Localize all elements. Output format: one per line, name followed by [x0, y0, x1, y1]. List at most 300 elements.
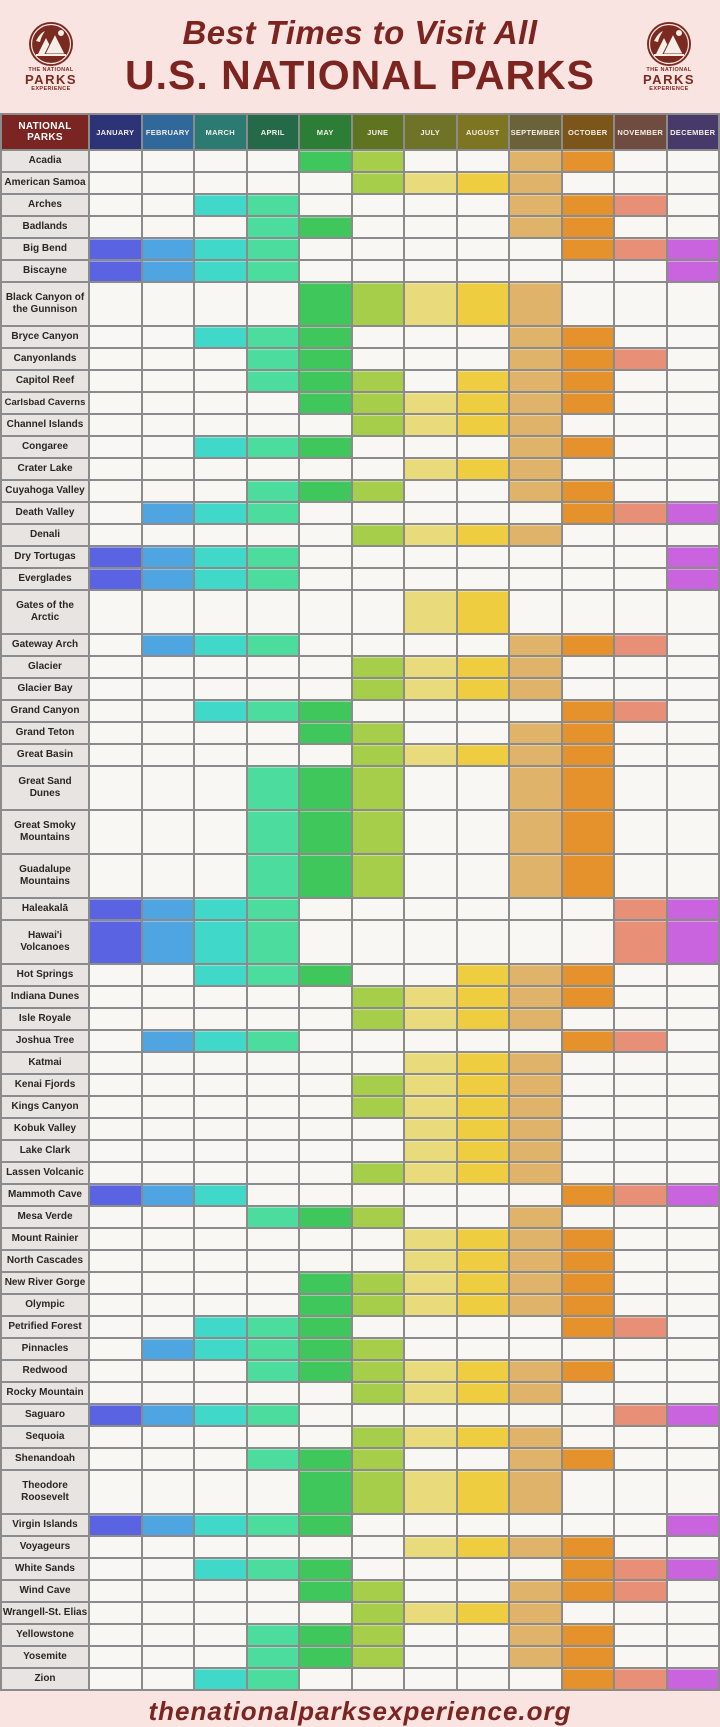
- month-cell: [405, 1009, 456, 1029]
- month-header-april: APRIL: [248, 115, 299, 149]
- month-cell: [353, 855, 404, 897]
- month-header-february: FEBRUARY: [143, 115, 194, 149]
- month-cell: [143, 679, 194, 699]
- month-cell: [248, 1647, 299, 1667]
- month-cell: [510, 1075, 561, 1095]
- month-cell: [353, 1031, 404, 1051]
- month-cell: [615, 393, 666, 413]
- month-cell: [510, 1141, 561, 1161]
- park-label: Crater Lake: [2, 459, 88, 479]
- park-label: Arches: [2, 195, 88, 215]
- month-cell: [615, 1515, 666, 1535]
- month-cell: [668, 921, 719, 963]
- month-cell: [458, 481, 509, 501]
- month-cell: [143, 239, 194, 259]
- month-cell: [615, 855, 666, 897]
- month-cell: [248, 767, 299, 809]
- month-cell: [563, 1317, 614, 1337]
- month-cell: [195, 1031, 246, 1051]
- month-cell: [353, 1515, 404, 1535]
- month-cell: [90, 151, 141, 171]
- month-cell: [90, 569, 141, 589]
- month-cell: [143, 1273, 194, 1293]
- month-cell: [300, 701, 351, 721]
- month-cell: [195, 1009, 246, 1029]
- month-cell: [563, 1339, 614, 1359]
- month-cell: [563, 987, 614, 1007]
- month-cell: [668, 1537, 719, 1557]
- month-cell: [195, 1471, 246, 1513]
- park-label: Mount Rainier: [2, 1229, 88, 1249]
- park-label: Lake Clark: [2, 1141, 88, 1161]
- month-cell: [353, 1141, 404, 1161]
- month-cell: [615, 1647, 666, 1667]
- month-cell: [615, 1427, 666, 1447]
- month-cell: [458, 899, 509, 919]
- month-cell: [615, 239, 666, 259]
- month-cell: [563, 1031, 614, 1051]
- month-cell: [563, 1537, 614, 1557]
- month-cell: [195, 503, 246, 523]
- month-cell: [563, 1603, 614, 1623]
- logo-text-parks: PARKS: [642, 72, 696, 87]
- month-cell: [143, 151, 194, 171]
- month-cell: [300, 1251, 351, 1271]
- month-cell: [563, 1625, 614, 1645]
- month-cell: [458, 1163, 509, 1183]
- month-cell: [458, 1031, 509, 1051]
- month-cell: [563, 1449, 614, 1469]
- title-line-1: Best Times to Visit All: [182, 13, 538, 51]
- month-cell: [353, 987, 404, 1007]
- month-cell: [248, 701, 299, 721]
- park-label: Mesa Verde: [2, 1207, 88, 1227]
- month-cell: [195, 855, 246, 897]
- month-cell: [510, 1427, 561, 1447]
- month-cell: [143, 1581, 194, 1601]
- month-cell: [353, 701, 404, 721]
- month-cell: [458, 679, 509, 699]
- month-cell: [405, 547, 456, 567]
- month-cell: [143, 283, 194, 325]
- month-cell: [615, 1625, 666, 1645]
- logo-text-experience: EXPERIENCE: [31, 86, 71, 92]
- month-cell: [615, 723, 666, 743]
- month-cell: [510, 415, 561, 435]
- month-cell: [143, 1603, 194, 1623]
- park-label: Shenandoah: [2, 1449, 88, 1469]
- month-cell: [143, 723, 194, 743]
- month-cell: [668, 767, 719, 809]
- month-cell: [353, 283, 404, 325]
- month-cell: [300, 1559, 351, 1579]
- month-cell: [405, 1471, 456, 1513]
- month-cell: [300, 481, 351, 501]
- month-cell: [195, 569, 246, 589]
- month-cell: [510, 899, 561, 919]
- park-label: Denali: [2, 525, 88, 545]
- month-cell: [195, 635, 246, 655]
- month-cell: [195, 1647, 246, 1667]
- month-cell: [248, 723, 299, 743]
- park-label: Sequoia: [2, 1427, 88, 1447]
- park-label: Great Sand Dunes: [2, 767, 88, 809]
- month-cell: [510, 371, 561, 391]
- month-cell: [615, 217, 666, 237]
- month-cell: [143, 1427, 194, 1447]
- month-cell: [143, 481, 194, 501]
- month-cell: [195, 965, 246, 985]
- month-cell: [563, 437, 614, 457]
- month-cell: [90, 1295, 141, 1315]
- month-cell: [143, 811, 194, 853]
- month-cell: [300, 855, 351, 897]
- park-label: White Sands: [2, 1559, 88, 1579]
- month-cell: [615, 767, 666, 809]
- month-cell: [143, 1053, 194, 1073]
- month-cell: [300, 987, 351, 1007]
- month-cell: [300, 1581, 351, 1601]
- month-cell: [143, 195, 194, 215]
- month-cell: [300, 547, 351, 567]
- month-cell: [195, 349, 246, 369]
- month-cell: [510, 195, 561, 215]
- month-cell: [300, 1515, 351, 1535]
- month-cell: [458, 1229, 509, 1249]
- month-cell: [615, 1537, 666, 1557]
- month-cell: [90, 1339, 141, 1359]
- month-cell: [300, 283, 351, 325]
- month-cell: [510, 1361, 561, 1381]
- month-cell: [195, 217, 246, 237]
- month-cell: [668, 393, 719, 413]
- park-label: Bryce Canyon: [2, 327, 88, 347]
- park-label: Indiana Dunes: [2, 987, 88, 1007]
- month-cell: [458, 569, 509, 589]
- month-cell: [510, 349, 561, 369]
- park-label: Glacier Bay: [2, 679, 88, 699]
- month-cell: [668, 1185, 719, 1205]
- month-cell: [668, 1141, 719, 1161]
- month-cell: [90, 591, 141, 633]
- month-cell: [248, 503, 299, 523]
- month-cell: [90, 745, 141, 765]
- month-cell: [143, 547, 194, 567]
- month-cell: [615, 1251, 666, 1271]
- month-cell: [615, 481, 666, 501]
- month-cell: [195, 1515, 246, 1535]
- month-cell: [300, 503, 351, 523]
- month-cell: [195, 899, 246, 919]
- month-cell: [615, 173, 666, 193]
- month-header-june: JUNE: [353, 115, 404, 149]
- month-cell: [510, 723, 561, 743]
- month-cell: [668, 1075, 719, 1095]
- month-cell: [563, 525, 614, 545]
- month-cell: [668, 481, 719, 501]
- month-cell: [195, 239, 246, 259]
- month-cell: [563, 569, 614, 589]
- month-cell: [458, 1119, 509, 1139]
- month-cell: [143, 1317, 194, 1337]
- month-cell: [300, 899, 351, 919]
- month-cell: [353, 393, 404, 413]
- month-cell: [90, 1009, 141, 1029]
- month-cell: [248, 1581, 299, 1601]
- month-cell: [353, 1383, 404, 1403]
- month-cell: [143, 855, 194, 897]
- month-cell: [90, 987, 141, 1007]
- month-cell: [405, 569, 456, 589]
- month-cell: [248, 371, 299, 391]
- month-cell: [458, 1625, 509, 1645]
- month-cell: [90, 1361, 141, 1381]
- month-cell: [248, 1185, 299, 1205]
- month-cell: [668, 1471, 719, 1513]
- month-cell: [458, 1185, 509, 1205]
- month-cell: [353, 1097, 404, 1117]
- month-cell: [248, 921, 299, 963]
- month-cell: [300, 1207, 351, 1227]
- month-cell: [90, 239, 141, 259]
- month-cell: [563, 1559, 614, 1579]
- month-cell: [458, 987, 509, 1007]
- month-cell: [90, 679, 141, 699]
- month-cell: [458, 1097, 509, 1117]
- month-cell: [195, 591, 246, 633]
- title-line-2: U.S. NATIONAL PARKS: [124, 51, 596, 98]
- month-cell: [668, 349, 719, 369]
- month-cell: [248, 349, 299, 369]
- month-cell: [458, 151, 509, 171]
- park-label: Death Valley: [2, 503, 88, 523]
- month-cell: [143, 1449, 194, 1469]
- month-cell: [615, 1339, 666, 1359]
- month-cell: [248, 1141, 299, 1161]
- month-cell: [90, 525, 141, 545]
- month-cell: [143, 921, 194, 963]
- park-label: Redwood: [2, 1361, 88, 1381]
- month-cell: [615, 1141, 666, 1161]
- month-cell: [300, 1603, 351, 1623]
- month-cell: [510, 569, 561, 589]
- month-cell: [143, 657, 194, 677]
- month-cell: [90, 635, 141, 655]
- month-cell: [300, 195, 351, 215]
- month-cell: [458, 723, 509, 743]
- month-cell: [405, 1251, 456, 1271]
- month-cell: [405, 1273, 456, 1293]
- month-cell: [195, 767, 246, 809]
- month-cell: [90, 1559, 141, 1579]
- month-cell: [300, 1339, 351, 1359]
- month-cell: [668, 591, 719, 633]
- month-cell: [563, 1141, 614, 1161]
- month-cell: [668, 261, 719, 281]
- month-cell: [90, 1427, 141, 1447]
- month-cell: [300, 811, 351, 853]
- month-cell: [668, 217, 719, 237]
- month-cell: [668, 371, 719, 391]
- month-cell: [615, 1449, 666, 1469]
- month-cell: [195, 327, 246, 347]
- park-label: Hawai'i Volcanoes: [2, 921, 88, 963]
- month-cell: [668, 657, 719, 677]
- logo-text-the-national: THE NATIONAL: [646, 67, 692, 73]
- month-cell: [248, 811, 299, 853]
- month-cell: [90, 1669, 141, 1689]
- park-label: Hot Springs: [2, 965, 88, 985]
- month-cell: [90, 349, 141, 369]
- month-cell: [248, 635, 299, 655]
- month-cell: [90, 1185, 141, 1205]
- month-cell: [195, 547, 246, 567]
- month-cell: [458, 349, 509, 369]
- month-cell: [668, 1031, 719, 1051]
- month-cell: [615, 459, 666, 479]
- month-cell: [668, 723, 719, 743]
- month-cell: [615, 151, 666, 171]
- month-cell: [510, 1405, 561, 1425]
- month-cell: [300, 1141, 351, 1161]
- month-cell: [143, 371, 194, 391]
- month-cell: [405, 745, 456, 765]
- month-cell: [143, 1361, 194, 1381]
- month-cell: [458, 591, 509, 633]
- month-cell: [615, 503, 666, 523]
- month-cell: [405, 261, 456, 281]
- month-cell: [405, 1427, 456, 1447]
- month-cell: [668, 745, 719, 765]
- month-cell: [668, 811, 719, 853]
- park-label: Saguaro: [2, 1405, 88, 1425]
- month-cell: [143, 1405, 194, 1425]
- month-cell: [248, 1207, 299, 1227]
- month-cell: [90, 371, 141, 391]
- logo-text-the-national: THE NATIONAL: [28, 67, 74, 73]
- month-cell: [143, 1229, 194, 1249]
- month-cell: [405, 1537, 456, 1557]
- month-cell: [615, 987, 666, 1007]
- month-cell: [353, 261, 404, 281]
- month-cell: [510, 261, 561, 281]
- best-times-grid: [0, 113, 720, 1691]
- month-cell: [510, 327, 561, 347]
- month-cell: [195, 811, 246, 853]
- park-label: Glacier: [2, 657, 88, 677]
- month-cell: [405, 481, 456, 501]
- month-cell: [195, 1141, 246, 1161]
- month-cell: [510, 767, 561, 809]
- month-cell: [458, 701, 509, 721]
- month-cell: [615, 1603, 666, 1623]
- month-cell: [300, 1163, 351, 1183]
- month-cell: [300, 1537, 351, 1557]
- month-cell: [563, 503, 614, 523]
- month-cell: [195, 283, 246, 325]
- month-cell: [353, 437, 404, 457]
- month-cell: [458, 1647, 509, 1667]
- month-cell: [510, 151, 561, 171]
- month-cell: [248, 1229, 299, 1249]
- month-cell: [300, 173, 351, 193]
- month-cell: [300, 371, 351, 391]
- month-cell: [195, 371, 246, 391]
- month-cell: [563, 547, 614, 567]
- month-cell: [458, 239, 509, 259]
- month-cell: [563, 701, 614, 721]
- month-cell: [668, 1229, 719, 1249]
- month-cell: [300, 1471, 351, 1513]
- month-cell: [563, 1163, 614, 1183]
- month-cell: [458, 921, 509, 963]
- month-cell: [405, 1097, 456, 1117]
- month-cell: [353, 195, 404, 215]
- month-cell: [300, 723, 351, 743]
- month-cell: [300, 1625, 351, 1645]
- month-cell: [195, 745, 246, 765]
- month-cell: [510, 1669, 561, 1689]
- month-cell: [143, 899, 194, 919]
- month-cell: [143, 217, 194, 237]
- month-cell: [143, 591, 194, 633]
- month-cell: [563, 679, 614, 699]
- month-cell: [510, 459, 561, 479]
- month-cell: [668, 239, 719, 259]
- month-cell: [668, 1427, 719, 1447]
- month-cell: [668, 437, 719, 457]
- month-cell: [668, 173, 719, 193]
- month-cell: [458, 327, 509, 347]
- month-cell: [353, 547, 404, 567]
- month-cell: [563, 899, 614, 919]
- month-cell: [510, 1581, 561, 1601]
- month-cell: [90, 1405, 141, 1425]
- month-cell: [90, 1383, 141, 1403]
- month-cell: [510, 965, 561, 985]
- month-cell: [353, 723, 404, 743]
- month-cell: [510, 1603, 561, 1623]
- park-label: Grand Teton: [2, 723, 88, 743]
- month-cell: [195, 1581, 246, 1601]
- month-cell: [248, 1427, 299, 1447]
- month-cell: [668, 195, 719, 215]
- month-cell: [143, 767, 194, 809]
- month-cell: [248, 151, 299, 171]
- month-cell: [510, 173, 561, 193]
- month-cell: [90, 1097, 141, 1117]
- park-label: Big Bend: [2, 239, 88, 259]
- park-label: Capitol Reef: [2, 371, 88, 391]
- month-cell: [195, 1339, 246, 1359]
- month-cell: [195, 481, 246, 501]
- month-cell: [353, 1053, 404, 1073]
- month-cell: [510, 547, 561, 567]
- month-cell: [353, 481, 404, 501]
- month-cell: [143, 1625, 194, 1645]
- month-cell: [563, 1207, 614, 1227]
- month-cell: [90, 547, 141, 567]
- month-cell: [300, 1009, 351, 1029]
- month-cell: [90, 899, 141, 919]
- month-cell: [195, 1603, 246, 1623]
- month-cell: [300, 1383, 351, 1403]
- month-cell: [405, 1383, 456, 1403]
- month-cell: [668, 525, 719, 545]
- month-cell: [510, 745, 561, 765]
- month-cell: [668, 701, 719, 721]
- month-cell: [668, 1669, 719, 1689]
